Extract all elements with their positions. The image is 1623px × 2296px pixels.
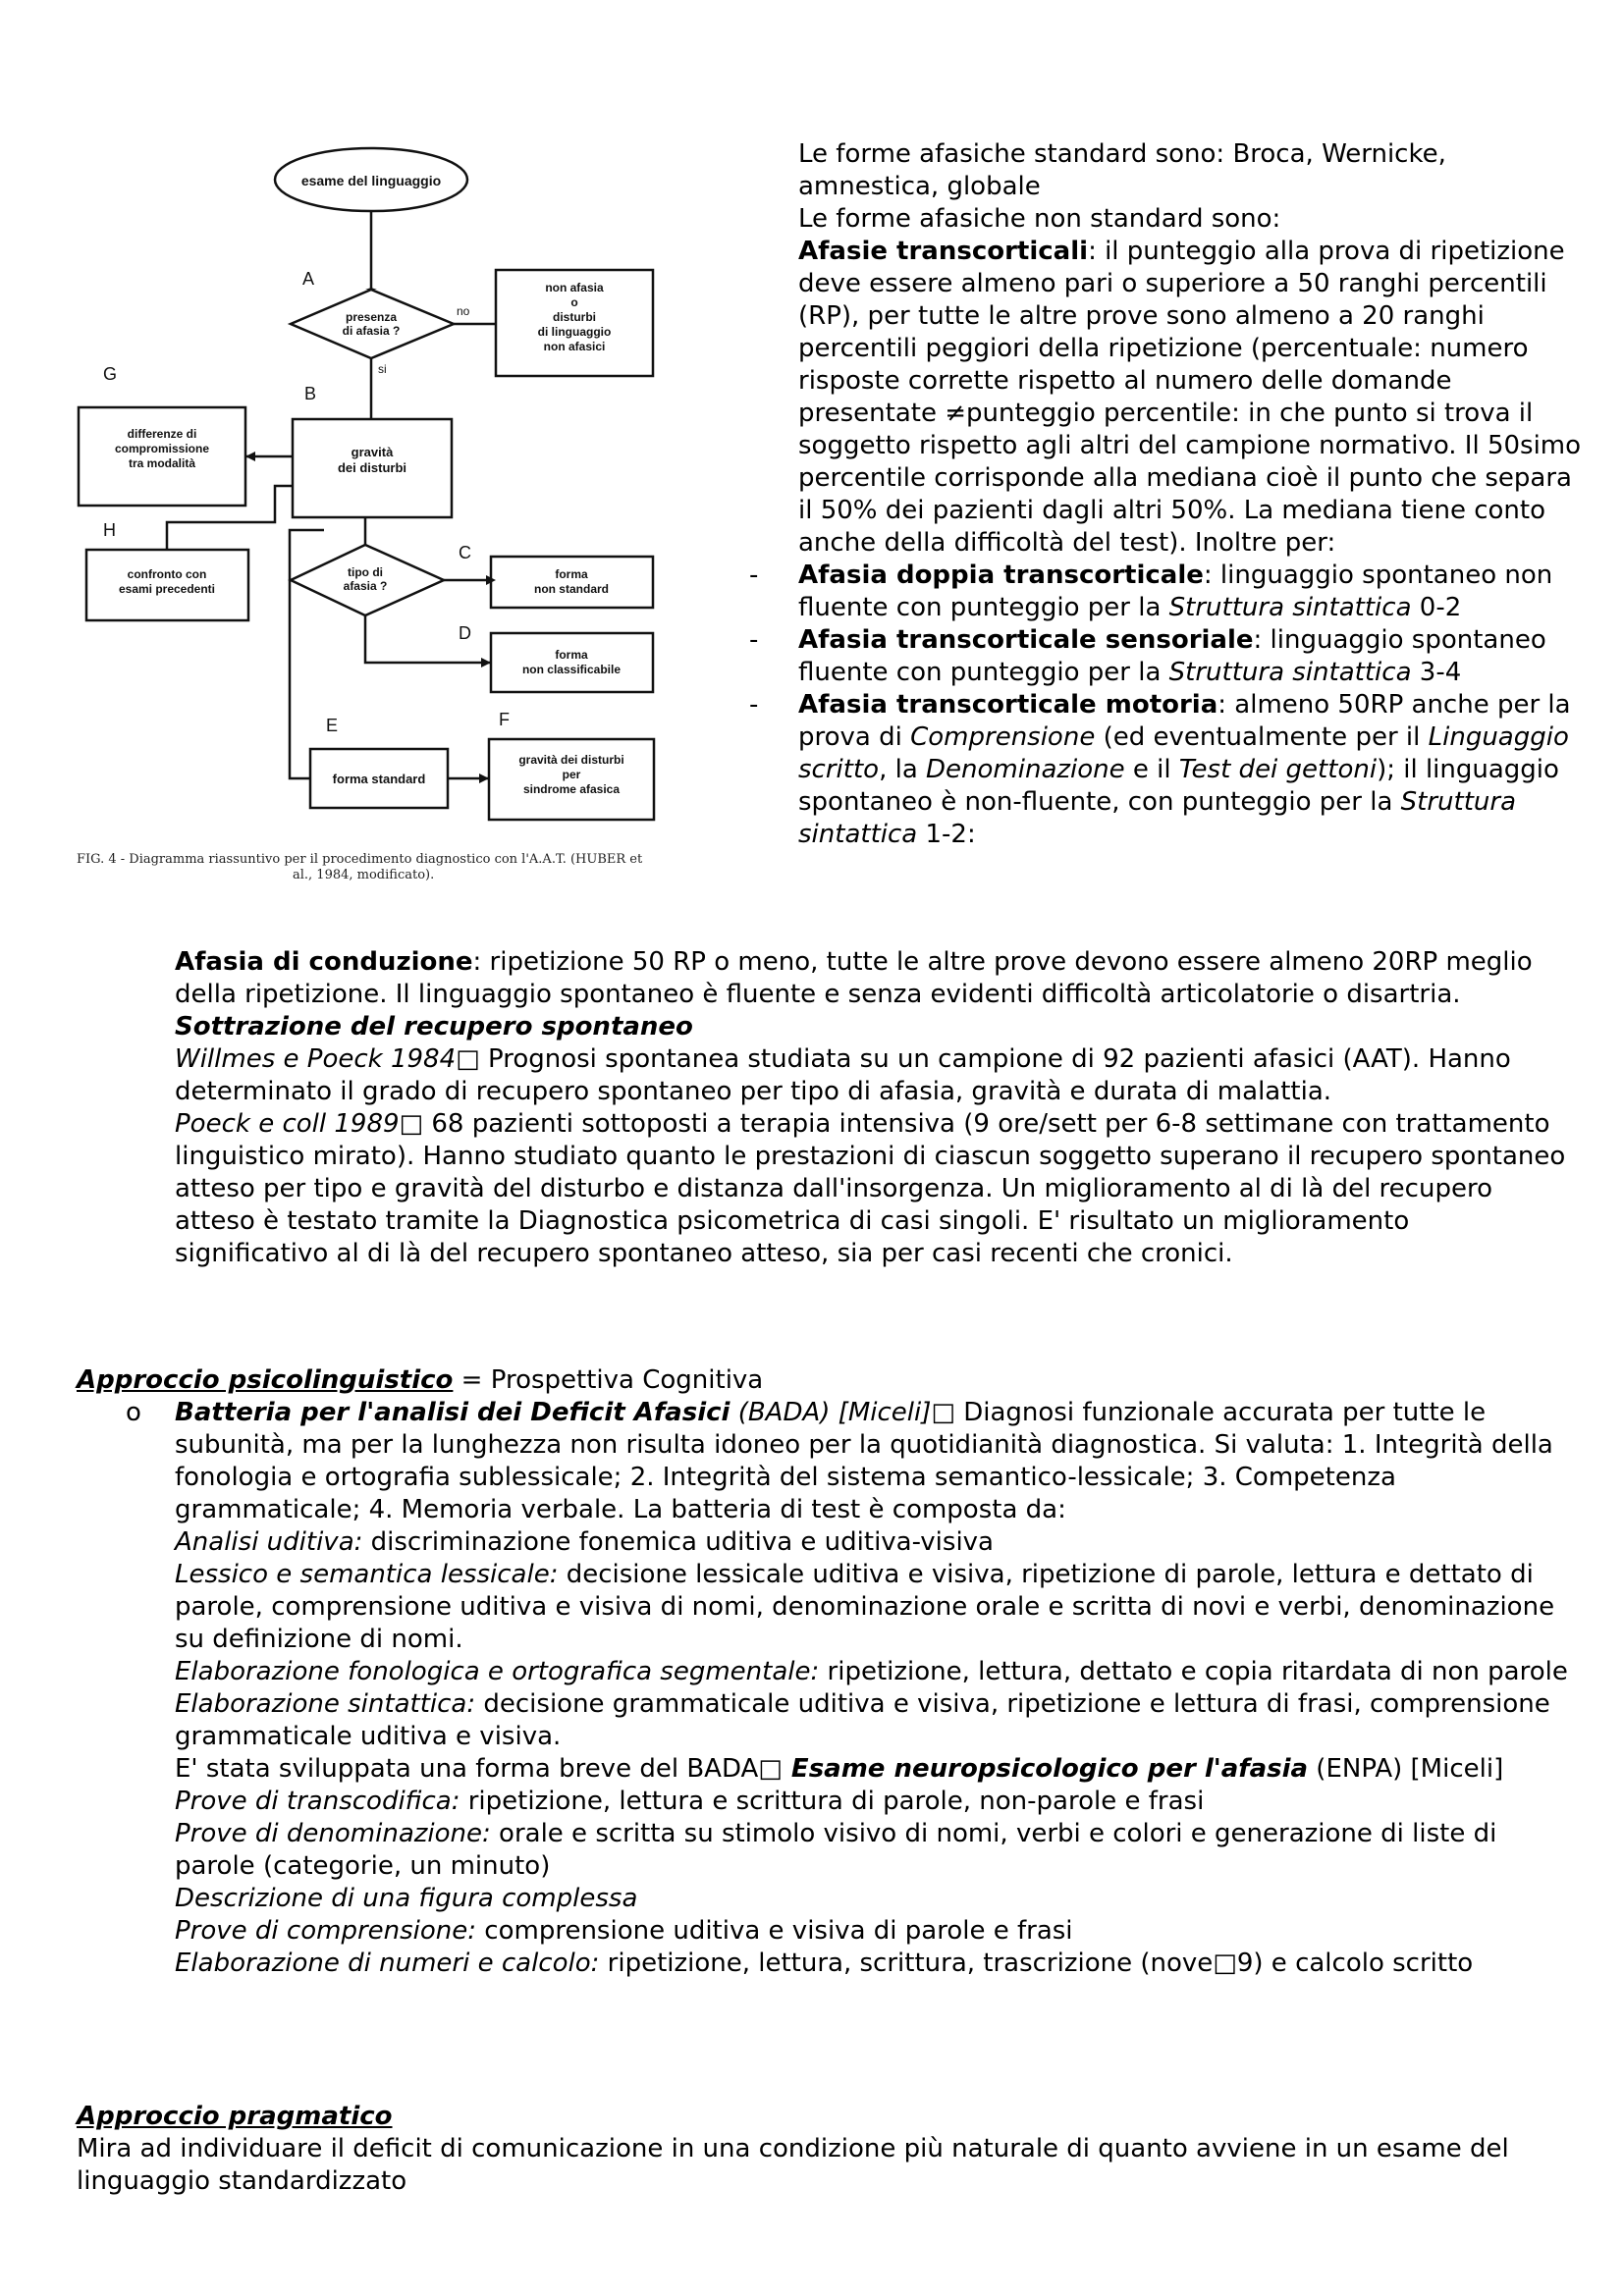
item-italic: Struttura sintattica: [1168, 593, 1412, 622]
flow-differenze-1: differenze di: [127, 427, 197, 441]
bada-title: Batteria per l'analisi dei Deficit Afasici: [175, 1398, 730, 1427]
citation-text: 68 pazienti sottoposti a terapia intensiva (9 ore/sett per 6-8 settimane con trattamento linguistico mirato). Hanno studiato quanto le prestazioni di ciascun soggetto superano il recupero spontaneo atteso per tipo e gravità del disturbo e distanza dall'insorgenza. Un miglioramento al di là del recupero atteso è testato tramite la Diagnostica psicometrica di casi singoli. E' risultato un miglioramento significativo al di là del recupero spontaneo atteso, sia per casi recenti che cronici.: [175, 1109, 1566, 1268]
flow-diamond1-line1: presenza: [345, 310, 398, 324]
item-text: : linguaggio spontaneo non fluente con punteggio per la: [798, 561, 1553, 622]
item-text: 0-2: [1411, 593, 1462, 622]
citation-text: Prognosi spontanea studiata su un campione di 92 pazienti afasici (AAT). Hanno determinato il grado di recupero spontaneo per tipo di afasia, gravità e durata di malattia.: [175, 1044, 1511, 1106]
citation: Willmes e Poeck 1984: [175, 1044, 457, 1074]
willmes-paragraph: [175, 1043, 1569, 1108]
list-item: [77, 1559, 1579, 1656]
flow-nonafasia-3: disturbi: [553, 310, 596, 324]
item-italic: Struttura sintattica: [798, 787, 1516, 849]
item-text: decisione lessicale uditiva e visiva, ripetizione di parole, lettura e dettato di parole, comprensione uditiva e visiva di nomi, denominazione orale e scritta di novi e verbi, denominazione su definizione di nomi.: [175, 1560, 1555, 1654]
item-text: ripetizione, lettura e scrittura di parole, non-parole e frasi: [460, 1787, 1205, 1816]
section-title: Approccio pragmatico: [77, 2102, 393, 2131]
list-item: [798, 560, 1584, 624]
list-item: Descrizione di una figura complessa: [175, 1884, 638, 1913]
flow-no: no: [457, 304, 470, 318]
item-text: , la: [879, 755, 927, 784]
flow-nonafasia-5: non afasici: [543, 340, 606, 353]
list-item: [77, 1786, 1579, 1818]
item-title: Esame neuropsicologico per l'afasia: [782, 1754, 1309, 1784]
item-text: 1-2:: [917, 820, 976, 849]
item-text: comprensione uditiva e visiva di parole e frasi: [476, 1916, 1073, 1946]
item-text: : linguaggio spontaneo fluente con punteggio per la: [798, 625, 1546, 687]
flow-nonclass-2: non classificabile: [521, 663, 622, 676]
flow-label-b: B: [304, 384, 317, 403]
list-item: [77, 1818, 1579, 1883]
item-italic: Linguaggio scritto: [798, 722, 1569, 784]
flow-diamond2-2: afasia ?: [343, 579, 388, 593]
list-item: [77, 1915, 1579, 1948]
flow-nonafasia-2: o: [570, 295, 578, 309]
list-item: [798, 624, 1584, 689]
pragmatico-section: [77, 2101, 1579, 2198]
flow-confronto-2: esami precedenti: [118, 582, 216, 596]
list-item: [798, 689, 1584, 851]
item-title: Afasia transcorticale sensoriale: [798, 625, 1254, 655]
main-body: [175, 946, 1569, 1270]
section-title: Approccio psicolinguistico: [77, 1365, 454, 1395]
flow-differenze-3: tra modalità: [128, 456, 196, 470]
item-text: : almeno 50RP anche per la prova di: [798, 690, 1571, 752]
item-text: 3-4: [1411, 658, 1462, 687]
item-label: Elaborazione fonologica e ortografica segmentale:: [175, 1657, 820, 1686]
item-italic: Denominazione: [926, 755, 1125, 784]
flow-confronto-1: confronto con: [127, 567, 207, 581]
item-label: Elaborazione sintattica:: [175, 1689, 476, 1719]
item-text: 9) e calcolo scritto: [1236, 1949, 1474, 1978]
item-title: Afasia transcorticale motoria: [798, 690, 1218, 720]
conduzione-title: Afasia di conduzione: [175, 947, 473, 977]
transcortical-title: Afasie transcorticali: [798, 237, 1089, 266]
standard-forms: Le forme afasiche standard sono: Broca, Wernicke, amnestica, globale: [798, 139, 1446, 201]
flowchart-figure: [59, 133, 687, 898]
flowchart-diagram: [59, 133, 687, 898]
bada-item: [77, 1397, 1579, 1526]
section-text: Mira ad individuare il deficit di comunicazione in una condizione più naturale di quanto avviene in un esame del linguaggio standardizzato: [77, 2134, 1509, 2196]
item-text: discriminazione fonemica uditiva e uditiva-visiva: [362, 1527, 994, 1557]
caption-line1: FIG. 4 - Diagramma riassuntivo per il procedimento diagnostico con l'A.A.T. (HUBER et: [77, 852, 643, 867]
item-italic: Struttura sintattica: [1168, 658, 1412, 687]
psicolinguistico-section: [77, 1364, 1579, 1980]
item-text: decisione grammaticale uditiva e visiva, ripetizione e lettura di frasi, comprensione grammaticale uditiva e visiva.: [175, 1689, 1550, 1751]
flow-nonstandard-2: non standard: [533, 582, 610, 596]
flow-diamond2-1: tipo di: [348, 565, 383, 579]
flow-nonafasia-4: di linguaggio: [537, 325, 612, 339]
section-subtitle: = Prospettiva Cognitiva: [453, 1365, 764, 1395]
bada-text: Diagnosi funzionale accurata per tutte le subunità, ma per la lunghezza non risulta idoneo per la quotidianità diagnostica. Si valuta: 1. Integrità della fonologia e ortografia sublessicale; 2. Integrità del sistema semantico-lessicale; 3. Competenza grammaticale; 4. Memoria verbale. La batteria di test è composta da:: [175, 1398, 1553, 1524]
missing-glyph-icon: □: [931, 1398, 955, 1427]
bada-abbr: (BADA) [Miceli]: [730, 1398, 932, 1427]
caption-line2: al., 1984, modificato).: [293, 868, 435, 882]
item-text: ripetizione, lettura, dettato e copia ritardata di non parole: [819, 1657, 1568, 1686]
item-label: Prove di denominazione:: [175, 1819, 491, 1848]
bullet-icon: o: [126, 1398, 141, 1427]
list-item: [77, 1526, 1579, 1559]
list-item: [77, 1688, 1579, 1753]
item-title: Afasia doppia transcorticale: [798, 561, 1204, 590]
list-item: [77, 1753, 1579, 1786]
item-text: (ed eventualmente per il: [1095, 722, 1429, 752]
item-text: orale e scritta su stimolo visivo di nomi, verbi e colori e generazione di liste di parole (categorie, un minuto): [175, 1819, 1497, 1881]
flow-standard: forma standard: [332, 772, 426, 786]
flow-label-h: H: [103, 520, 116, 540]
transcortical-text: : il punteggio alla prova di ripetizione deve essere almeno pari o superiore a 50 ranghi percentili (RP), per tutte le altre prove sono almeno a 20 ranghi percentili peggiori della ripetizione (percentuale: numero risposte corrette rispetto al numero delle domande presentate ≠punteggio percentile: in che punto si trova il soggetto rispetto agli altri del campione normativo. Il 50simo percentile corrisponde alla mediana cioè il punto che separa il 50% dei pazienti dagli altri 50%. La mediana tiene conto anche della difficoltà del test). Inoltre per:: [798, 237, 1582, 558]
flow-nonafasia-1: non afasia: [545, 281, 604, 294]
item-label: Prove di comprensione:: [175, 1916, 477, 1946]
missing-glyph-icon: □: [456, 1044, 480, 1074]
item-text: e il: [1124, 755, 1179, 784]
item-italic: Test dei gettoni: [1178, 755, 1378, 784]
flow-gravita-1: gravità: [351, 445, 394, 459]
list-item: [77, 1948, 1579, 1980]
flow-label-c: C: [459, 543, 471, 562]
figure-caption: [77, 852, 666, 883]
transcortical-paragraph: [798, 236, 1584, 560]
missing-glyph-icon: □: [758, 1754, 783, 1784]
flow-label-e: E: [326, 716, 339, 735]
flow-diamond1-line2: di afasia ?: [342, 324, 401, 338]
section-heading: [77, 1364, 1579, 1397]
item-text: E' stata sviluppata una forma breve del BADA: [175, 1754, 759, 1784]
flow-label-f: F: [499, 710, 510, 729]
list-item: [77, 1656, 1579, 1688]
poeck-paragraph: [175, 1108, 1569, 1270]
item-italic: Comprensione: [910, 722, 1096, 752]
missing-glyph-icon: □: [399, 1109, 424, 1139]
conduzione-text: : ripetizione 50 RP o meno, tutte le altre prove devono essere almeno 20RP meglio della ripetizione. Il linguaggio spontaneo è fluente e senza evidenti difficoltà articolatorie o disartria.: [175, 947, 1533, 1009]
flow-gravita-2: dei disturbi: [337, 460, 407, 475]
right-column: [798, 138, 1584, 851]
flow-si: si: [378, 362, 387, 376]
flow-nonclass-1: forma: [555, 648, 588, 662]
item-text: (ENPA) [Miceli]: [1308, 1754, 1504, 1784]
flow-gravitasind-3: sindrome afasica: [522, 782, 621, 796]
sottrazione-heading: Sottrazione del recupero spontaneo: [175, 1012, 693, 1041]
conduzione-paragraph: [175, 946, 1569, 1011]
flow-label-d: D: [459, 623, 471, 643]
item-label: Lessico e semantica lessicale:: [175, 1560, 559, 1589]
flow-label-a: A: [302, 269, 315, 289]
flow-differenze-2: compromissione: [114, 442, 210, 455]
flow-gravitasind-1: gravità dei disturbi: [518, 753, 624, 767]
nonstandard-forms: Le forme afasiche non standard sono:: [798, 204, 1281, 234]
missing-glyph-icon: □: [1213, 1949, 1237, 1978]
citation: Poeck e coll 1989: [175, 1109, 400, 1139]
item-label: Analisi uditiva:: [175, 1527, 363, 1557]
item-text: ); il linguaggio spontaneo è non-fluente, con punteggio per la: [798, 755, 1559, 817]
flow-start: esame del linguaggio: [300, 173, 442, 188]
flow-nonstandard-1: forma: [555, 567, 588, 581]
flow-label-g: G: [103, 364, 118, 384]
item-label: Prove di transcodifica:: [175, 1787, 460, 1816]
item-label: Elaborazione di numeri e calcolo:: [175, 1949, 600, 1978]
item-text: ripetizione, lettura, scrittura, trascrizione (nove: [599, 1949, 1214, 1978]
flow-gravitasind-2: per: [562, 768, 581, 781]
